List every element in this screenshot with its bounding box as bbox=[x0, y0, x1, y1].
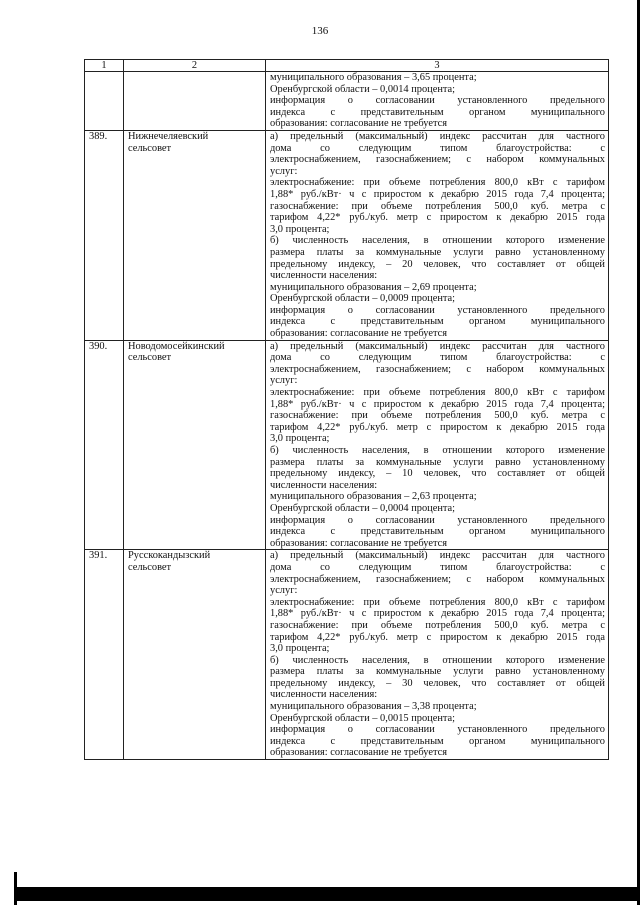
text-line: электроснабжением, газоснабжением; с набором коммунальных bbox=[270, 154, 605, 166]
tariff-index-table bbox=[84, 59, 609, 760]
text-line: размера платы за коммунальные услуги равно установленному bbox=[270, 456, 605, 468]
municipality-name bbox=[124, 130, 266, 340]
table-header-row bbox=[85, 60, 609, 72]
text-line: электроснабжением, газоснабжением; с набором коммунальных bbox=[270, 363, 605, 375]
text-line: 3,0 процента; bbox=[270, 433, 330, 445]
text-line: размера платы за коммунальные услуги равно установленному bbox=[270, 246, 605, 258]
name-line: Нижнечеляевский bbox=[128, 130, 209, 142]
text-line: численности населения: bbox=[270, 270, 378, 282]
text-line: 1,88* руб./кВт· ч с приростом к декабрю 2015 года 7,4 процента; bbox=[270, 188, 605, 200]
name-line: сельсовет bbox=[128, 142, 172, 154]
name-line: сельсовет bbox=[128, 352, 172, 364]
text-line: размера платы за коммунальные услуги равно установленному bbox=[270, 666, 605, 678]
text-line: а) предельный (максимальный) индекс рассчитан для частного bbox=[270, 130, 605, 142]
table-row bbox=[85, 340, 609, 550]
continuation-content-cell bbox=[266, 72, 609, 131]
text-line: услуг: bbox=[270, 375, 298, 387]
municipality-name bbox=[124, 550, 266, 760]
text-line: услуг: bbox=[270, 585, 298, 597]
continuation-row bbox=[85, 72, 609, 131]
row-content bbox=[266, 130, 609, 340]
column-header-2: 2 bbox=[124, 60, 266, 72]
name-line: Русскокандызский bbox=[128, 550, 211, 562]
text-line: информация о согласовании установленного предельного bbox=[270, 95, 605, 107]
text-line: электроснабжение: при объеме потребления 800,0 кВт с тарифом bbox=[270, 387, 605, 399]
text-line: тарифом 4,22* руб./куб. метр с приростом к декабрю 2015 года bbox=[270, 631, 605, 643]
row-number: 390. bbox=[85, 340, 124, 550]
text-line: муниципального образования – 2,69 процента; bbox=[270, 281, 477, 293]
text-line: численности населения: bbox=[270, 689, 378, 701]
text-line: индекса с представительным органом муниципального bbox=[270, 526, 605, 538]
text-line: муниципального образования – 3,38 процента; bbox=[270, 701, 477, 713]
scan-edge-bottom bbox=[15, 887, 640, 901]
page-number: 136 bbox=[311, 25, 329, 37]
text-line: 1,88* руб./кВт· ч с приростом к декабрю 2015 года 7,4 процента; bbox=[270, 398, 605, 410]
text-line: тарифом 4,22* руб./куб. метр с приростом к декабрю 2015 года bbox=[270, 212, 605, 224]
text-line: численности населения: bbox=[270, 479, 378, 491]
text-line: дома со следующим типом благоустройства: с bbox=[270, 142, 605, 154]
continuation-num-cell bbox=[85, 72, 124, 131]
text-line: дома со следующим типом благоустройства: с bbox=[270, 352, 605, 364]
text-line: индекса с представительным органом муниципального bbox=[270, 316, 605, 328]
row-content bbox=[266, 340, 609, 550]
text-line: дома со следующим типом благоустройства: с bbox=[270, 561, 605, 573]
text-line: электроснабжение: при объеме потребления 800,0 кВт с тарифом bbox=[270, 177, 605, 189]
table-row bbox=[85, 550, 609, 760]
row-content bbox=[266, 550, 609, 760]
name-line: Новодомосейкинский bbox=[128, 340, 225, 352]
text-line: тарифом 4,22* руб./куб. метр с приростом к декабрю 2015 года bbox=[270, 421, 605, 433]
text-line: а) предельный (максимальный) индекс рассчитан для частного bbox=[270, 550, 605, 562]
row-number: 389. bbox=[85, 130, 124, 340]
text-line: газоснабжение: при объеме потребления 500,0 куб. метра с bbox=[270, 410, 605, 422]
text-line: образования: согласование не требуется bbox=[270, 118, 448, 130]
text-line: б) численность населения, в отношении которого изменение bbox=[270, 445, 605, 456]
column-header-3: 3 bbox=[266, 60, 609, 72]
text-line: газоснабжение: при объеме потребления 500,0 куб. метра с bbox=[270, 619, 605, 631]
text-line: б) численность населения, в отношении которого изменение bbox=[270, 235, 605, 247]
text-line: Оренбургской области – 0,0004 процента; bbox=[270, 502, 456, 514]
text-line: образования: согласование не требуется bbox=[270, 537, 448, 549]
text-line: информация о согласовании установленного предельного bbox=[270, 514, 605, 526]
column-header-1: 1 bbox=[85, 60, 124, 72]
text-line: Оренбургской области – 0,0014 процента; bbox=[270, 83, 456, 95]
scan-edge-left bbox=[14, 872, 17, 905]
text-line: газоснабжение: при объеме потребления 500,0 куб. метра с bbox=[270, 200, 605, 212]
text-line: образования: согласование не требуется bbox=[270, 328, 448, 340]
text-line: 3,0 процента; bbox=[270, 223, 330, 235]
text-line: электроснабжение: при объеме потребления 800,0 кВт с тарифом bbox=[270, 596, 605, 608]
name-line: сельсовет bbox=[128, 561, 172, 573]
text-line: образования: согласование не требуется bbox=[270, 747, 448, 759]
text-line: предельному индексу, – 10 человек, что составляет от общей bbox=[270, 468, 605, 480]
municipality-name bbox=[124, 340, 266, 550]
text-line: б) численность населения, в отношении которого изменение bbox=[270, 654, 605, 666]
text-line: индекса с представительным органом муниципального bbox=[270, 106, 605, 118]
text-line: а) предельный (максимальный) индекс рассчитан для частного bbox=[270, 340, 605, 352]
text-line: информация о согласовании установленного предельного bbox=[270, 724, 605, 736]
text-line: услуг: bbox=[270, 165, 298, 177]
text-line: предельному индексу, – 30 человек, что составляет от общей bbox=[270, 677, 605, 689]
text-line: электроснабжением, газоснабжением; с набором коммунальных bbox=[270, 573, 605, 585]
text-line: 1,88* руб./кВт· ч с приростом к декабрю 2015 года 7,4 процента; bbox=[270, 608, 605, 620]
text-line: 3,0 процента; bbox=[270, 643, 330, 655]
continuation-name-cell bbox=[124, 72, 266, 131]
text-line: предельному индексу, – 20 человек, что составляет от общей bbox=[270, 258, 605, 270]
text-line: информация о согласовании установленного предельного bbox=[270, 304, 605, 316]
text-line: муниципального образования – 2,63 процента; bbox=[270, 491, 477, 503]
row-number: 391. bbox=[85, 550, 124, 760]
text-line: Оренбургской области – 0,0015 процента; bbox=[270, 712, 456, 724]
text-line: индекса с представительным органом муниципального bbox=[270, 735, 605, 747]
text-line: муниципального образования – 3,65 процента; bbox=[270, 72, 477, 83]
text-line: Оренбургской области – 0,0009 процента; bbox=[270, 293, 456, 305]
table-row bbox=[85, 130, 609, 340]
